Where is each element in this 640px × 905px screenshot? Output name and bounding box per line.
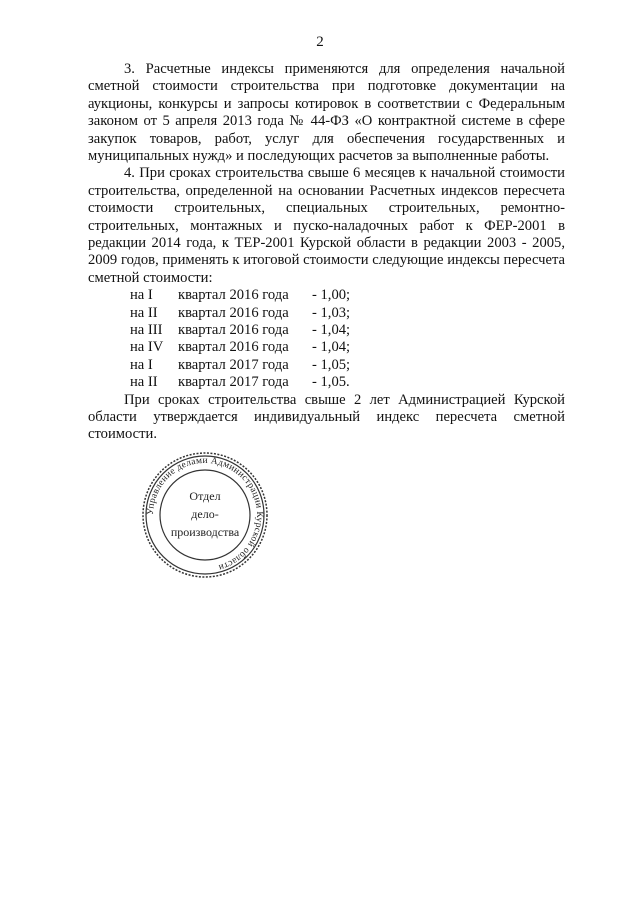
index-period: квартал 2016 года [178,287,289,304]
index-quarter: на III [130,322,163,339]
index-row [88,374,565,391]
index-quarter: на I [130,356,153,373]
index-quarter: на II [130,304,158,321]
document-body [88,61,565,444]
index-row [88,322,565,339]
page-number: 2 [316,34,324,50]
index-row [88,305,565,322]
index-value: - 1,04; [312,322,351,339]
index-quarter: на IV [130,339,164,356]
index-period: квартал 2017 года [178,374,289,391]
index-value: - 1,03; [312,304,351,321]
index-row [88,287,565,304]
index-value: - 1,04; [312,339,351,356]
index-row [88,339,565,356]
index-value: - 1,05. [312,374,350,391]
index-period: квартал 2016 года [178,304,289,321]
paragraph-3: 3. Расчетные индексы применяются для определения начальной сметной стоимости строительства при подготовке документации на аукционы, конкурсы и запросы котировок в соответствии с Федеральным законом от 5 апреля 2013 года № 44-ФЗ «О контрактной системе в сфере закупок товаров, работ, услуг для обеспечения государственных и муниципальных нужд» и последующих расчетов за выполненные работы. [88,61,565,165]
paragraph-4: 4. При сроках строительства свыше 6 месяцев к начальной стоимости строительства, определенной на основании Расчетных индексов пересчета стоимости строительных, специальных строительных, ремонтно-строительных, монтажных и пуско-наладочных работ к ФЕР-2001 в редакции 2014 года, к ТЕР-2001 Курской области в редакции 2003 - 2005, 2009 годов, применять к итоговой стоимости следующие индексы пересчета сметной стоимости: [88,165,565,286]
index-row [88,357,565,374]
svg-text:Управление делами Администраци: Управление делами Администрации Курской области [145,455,265,573]
index-period: квартал 2016 года [178,322,289,339]
svg-text:Отдел: Отдел [189,489,221,503]
office-seal [140,450,270,580]
paragraph-5: При сроках строительства свыше 2 лет Администрацией Курской области утверждается индивидуальный индекс пересчета сметной стоимости. [88,391,565,443]
index-period: квартал 2016 года [178,339,289,356]
index-list [88,287,565,391]
index-value: - 1,00; [312,287,351,304]
index-period: квартал 2017 года [178,356,289,373]
svg-text:производства: производства [170,525,240,539]
svg-text:дело-: дело- [191,507,219,521]
index-value: - 1,05; [312,356,351,373]
index-quarter: на I [130,287,153,304]
index-quarter: на II [130,374,158,391]
